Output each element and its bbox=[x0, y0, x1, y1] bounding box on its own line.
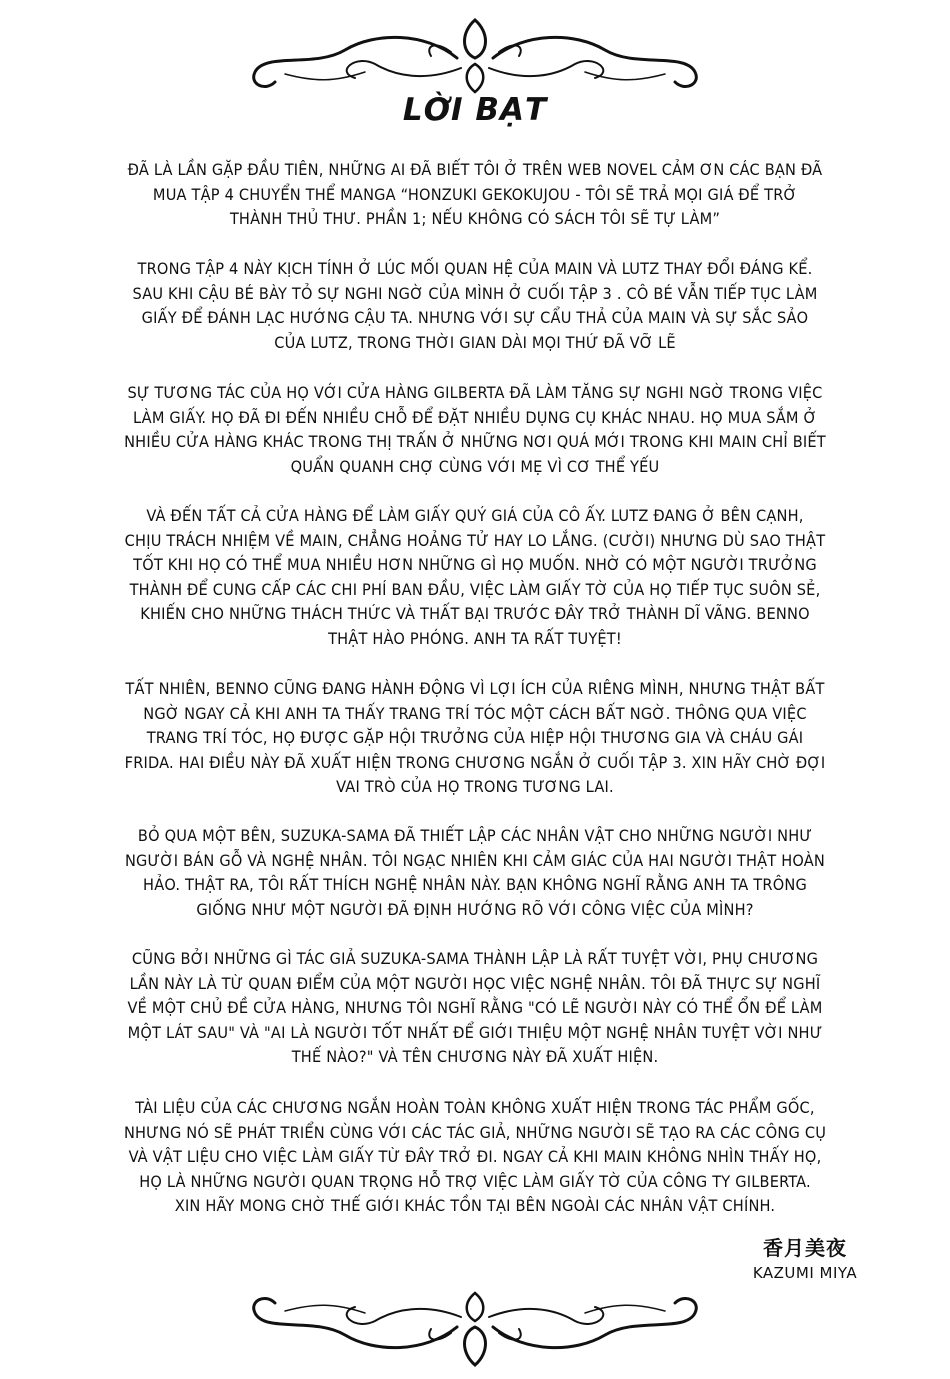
afterword-paragraph-5: TẤT NHIÊN, BENNO CŨNG ĐANG HÀNH ĐỘNG VÌ LỢI ÍCH CỦA RIÊNG MÌNH, NHƯNG THẬT BẤT NGỜ NGAY CẢ KHI ANH TA THẤY TRANG TRÍ TÓC MỘT CÁCH BẤT NGỜ. THÔNG QUA VIỆC TRANG TRÍ TÓC, HỌ ĐƯỢC GẶP HỘI TRƯỞNG CỦA HIỆP HỘI THƯƠNG GIA VÀ CHÁU GÁI FRIDA. HAI ĐIỀU NÀY ĐÃ XUẤT HIỆN TRONG CHƯƠNG NGẮN Ở CUỐI TẬP 3. XIN HÃY CHỜ ĐỢI VAI TRÒ CỦA HỌ TRONG TƯƠNG LAI. bbox=[124, 679, 826, 796]
decorative-flourish-bottom bbox=[225, 1283, 725, 1373]
afterword-paragraph-7: CŨNG BỞI NHỮNG GÌ TÁC GIẢ SUZUKA-SAMA THÀNH LẬP LÀ RẤT TUYỆT VỜI, PHỤ CHƯƠNG LẦN NÀY LÀ TỪ QUAN ĐIỂM CỦA MỘT NGƯỜI HỌC VIỆC NGHỆ NHÂN. TÔI ĐÃ THỰC SỰ NGHĨ VỀ MỘT CHỦ ĐỀ CỬA HÀNG, NHƯNG TÔI NGHĨ RẰNG "CÓ LẼ NGƯỜI NÀY CÓ THỂ ỔN ĐỂ LÀM MỘT LÁT SAU" VÀ "AI LÀ NGƯỜI TỐT NHẤT ĐỂ GIỚI THIỆU MỘT NGHỆ NHÂN TUYỆT VỜI NHƯ THẾ NÀO?" VÀ TÊN CHƯƠNG NÀY ĐÃ XUẤT HIỆN. bbox=[127, 949, 823, 1066]
author-signature-japanese: 香月美夜 bbox=[763, 1236, 847, 1260]
afterword-paragraph-4: VÀ ĐẾN TẤT CẢ CỬA HÀNG ĐỂ LÀM GIẤY QUÝ GIÁ CỦA CÔ ẤY. LUTZ ĐANG Ở BÊN CẠNH, CHỊU TRÁCH NHIỆM VỀ MAIN, CHẲNG HOẢNG TỬ HAY LO LẮNG. (CƯỜI) NHƯNG DÙ SAO THẬT TỐT KHI HỌ CÓ THỂ MUA NHIỀU HƠN NHỮNG GÌ HỌ MUỐN. NHỜ CÓ MỘT NGƯỜI TRƯỞNG THÀNH ĐỂ CUNG CẤP CÁC CHI PHÍ BAN ĐẦU, VIỆC LÀM GIẤY TỜ CỦA HỌ TIẾP TỤC SUÔN SẺ, KHIẾN CHO NHỮNG THÁCH THỨC VÀ THẤT BẠI TRƯỚC ĐÂY TRỞ THÀNH DĨ VÃNG. BENNO THẬT HÀO PHÓNG. ANH TA RẤT TUYỆT! bbox=[124, 506, 826, 648]
afterword-paragraph-8: TÀI LIỆU CỦA CÁC CHƯƠNG NGẮN HOÀN TOÀN KHÔNG XUẤT HIỆN TRONG TÁC PHẨM GỐC, NHƯNG NÓ SẼ PHÁT TRIỂN CÙNG VỚI CÁC TÁC GIẢ, NHỮNG NGƯỜI SẼ TẠO RA CÁC CÔNG CỤ VÀ VẬT LIỆU CHO VIỆC LÀM GIẤY TỪ ĐÂY TRỞ ĐI. NGAY CẢ KHI MAIN KHÔNG NHÌN THẤY HỌ, HỌ LÀ NHỮNG NGƯỜI QUAN TRỌNG HỖ TRỢ VIỆC LÀM GIẤY TỜ CỦA CÔNG TY GILBERTA. XIN HÃY MONG CHỜ THẾ GIỚI KHÁC TỒN TẠI BÊN NGOÀI CÁC NHÂN VẬT CHÍNH. bbox=[123, 1098, 827, 1215]
afterword-paragraph-1: ĐÃ LÀ LẦN GẶP ĐẦU TIÊN, NHỮNG AI ĐÃ BIẾT TÔI Ở TRÊN WEB NOVEL CẢM ƠN CÁC BẠN ĐÃ MUA TẬP 4 CHUYỂN THỂ MANGA “HONZUKI GEKOKUJOU - TÔI SẼ TRẢ MỌI GIÁ ĐỂ TRỞ THÀNH THỦ THƯ. PHẦN 1; NẾU KHÔNG CÓ SÁCH TÔI SẼ TỰ LÀM” bbox=[127, 160, 823, 228]
afterword-title: LỜI BẠT bbox=[402, 92, 548, 128]
decorative-flourish-top bbox=[225, 12, 725, 102]
afterword-paragraph-2: TRONG TẬP 4 NÀY KỊCH TÍNH Ở LÚC MỐI QUAN HỆ CỦA MAIN VÀ LUTZ THAY ĐỔI ĐÁNG KỂ. SAU KHI CẬU BÉ BÀY TỎ SỰ NGHI NGỜ CỦA MÌNH Ở CUỐI TẬP 3 . CÔ BÉ VẪN TIẾP TỤC LÀM GIẤY ĐỂ ĐÁNH LẠC HƯỚNG CẬU TA. NHƯNG VỚI SỰ CẨU THẢ CỦA MAIN VÀ SỰ SẮC SẢO CỦA LUTZ, TRONG THỜI GIAN DÀI MỌI THỨ ĐÃ VỠ LẼ bbox=[132, 259, 818, 352]
afterword-paragraph-6: BỎ QUA MỘT BÊN, SUZUKA-SAMA ĐÃ THIẾT LẬP CÁC NHÂN VẬT CHO NHỮNG NGƯỜI NHƯ NGƯỜI BÁN GỖ VÀ NGHỆ NHÂN. TÔI NGẠC NHIÊN KHI CẢM GIÁC CỦA HAI NGƯỜI THẬT HOÀN HẢO. THẬT RA, TÔI RẤT THÍCH NGHỆ NHÂN NÀY. BẠN KHÔNG NGHĨ RẰNG ANH TA TRÔNG GIỐNG NHƯ MỘT NGƯỜI ĐÃ ĐỊNH HƯỚNG RÕ VỚI CÔNG VIỆC CỦA MÌNH? bbox=[124, 826, 826, 919]
afterword-paragraph-3: SỰ TƯƠNG TÁC CỦA HỌ VỚI CỬA HÀNG GILBERTA ĐÃ LÀM TĂNG SỰ NGHI NGỜ TRONG VIỆC LÀM GIẤY. HỌ ĐÃ ĐI ĐẾN NHIỀU CHỖ ĐỂ ĐẶT NHIỀU DỤNG CỤ KHÁC NHAU. HỌ MUA SẮM Ở NHIỀU CỬA HÀNG KHÁC TRONG THỊ TRẤN Ở NHỮNG NƠI QUÁ MỚI TRONG KHI MAIN CHỈ BIẾT QUẨN QUANH CHỢ CÙNG VỚI MẸ VÌ CƠ THỂ YẾU bbox=[124, 383, 826, 476]
author-signature-romaji: KAZUMI MIYA bbox=[752, 1264, 858, 1282]
